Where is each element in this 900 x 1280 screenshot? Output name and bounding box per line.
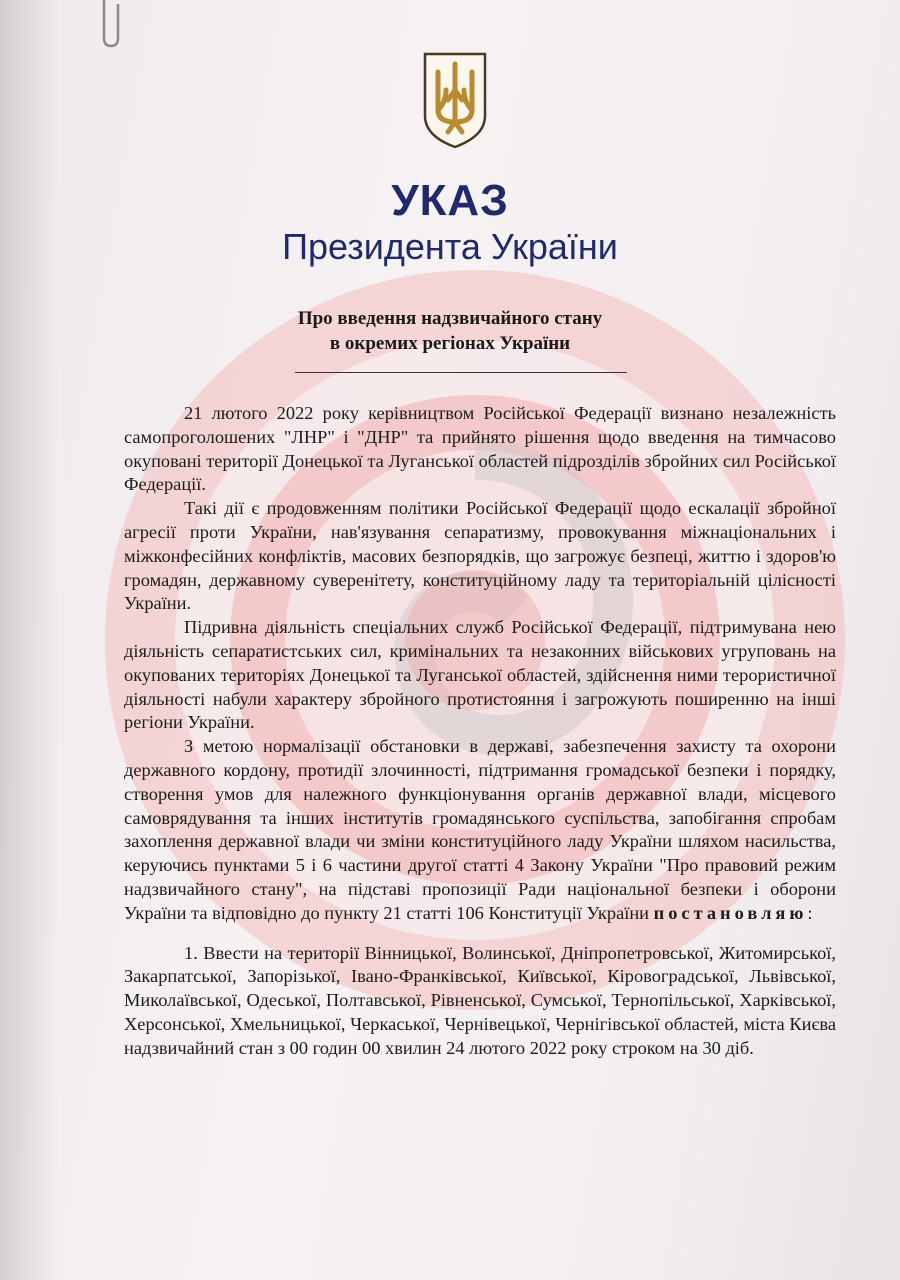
paperclip-icon xyxy=(96,0,126,48)
document-subtitle: Президента України xyxy=(282,226,618,267)
item-1: 1. Ввести на території Вінницької, Волинської, Дніпропетровської, Житомирської, Закарпатської, Запорізької, Івано-Франківської, Київської, Кіровоградської, Львівської, Миколаївської, Одеської, Полтавської, Рівненської, Сумської, Тернопільської, Харківської, Херсонської, Хмельницької, Черкаської, Чернівецької, Чернігівської областей, міста Києва надзвичайний стан з 00 годин 00 хвилин 24 лютого 2022 року строком на 30 діб. xyxy=(124,942,836,1058)
subject-divider xyxy=(295,372,627,373)
paragraph-2: Такі дії є продовженням політики Російської Федерації щодо ескалації збройної агресії проти України, нав'язування сепаратизму, провокування міжнаціональних і міжконфесійних конфліктів, масових безпорядків, що загрожує безпеці, життю і здоров'ю громадян, державному суверенітету, конституційному ладу та територіальній цілісності України. xyxy=(124,498,836,614)
trident-coat-of-arms-icon xyxy=(420,50,490,150)
paragraph-4 xyxy=(124,735,836,925)
paragraph-3: Підривна діяльність спеціальних служб Російської Федерації, підтримувана нею діяльність сепаратистських сил, кримінальних та незаконних військових угруповань на окупованих територіях Донецької та Луганської областей, здійснення ними терористичної діяльності набули характеру збройного протистояння і загрожують поширенню на інші регіони України. xyxy=(124,617,836,733)
decree-colon: : xyxy=(807,902,813,923)
paragraph-4-text: З метою нормалізації обстановки в державі, забезпечення захисту та охорони державного кордону, протидії злочинності, підтримання громадської безпеки і порядку, створення умов для належного функціонування органів державної влади, місцевого самоврядування та інших інститутів громадянського суспільства, запобігання спробам захоплення державної влади чи зміни конституційного ладу України шляхом насильства, керуючись пунктами 5 і 6 частини другої статті 4 Закону України "Про правовий режим надзвичайного стану", на підставі пропозиції Ради національної безпеки і оборони України та відповідно до пункту 21 статті 106 Конституції України xyxy=(124,736,836,923)
subject-line-1: Про введення надзвичайного стану xyxy=(297,308,603,329)
decree-body xyxy=(124,402,836,1061)
decree-subject xyxy=(0,306,900,356)
decree-word: постановляю xyxy=(653,902,808,923)
subject-line-2: в окремих регіонах України xyxy=(329,333,571,354)
document-title: УКАЗ xyxy=(391,176,509,225)
paragraph-1: 21 лютого 2022 року керівництвом Російської Федерації визнано незалежність самопроголошених "ЛНР" і "ДНР" та прийнято рішення щодо введення на тимчасово окуповані території Донецької та Луганської областей підрозділів збройних сил Російської Федерації. xyxy=(124,403,837,495)
